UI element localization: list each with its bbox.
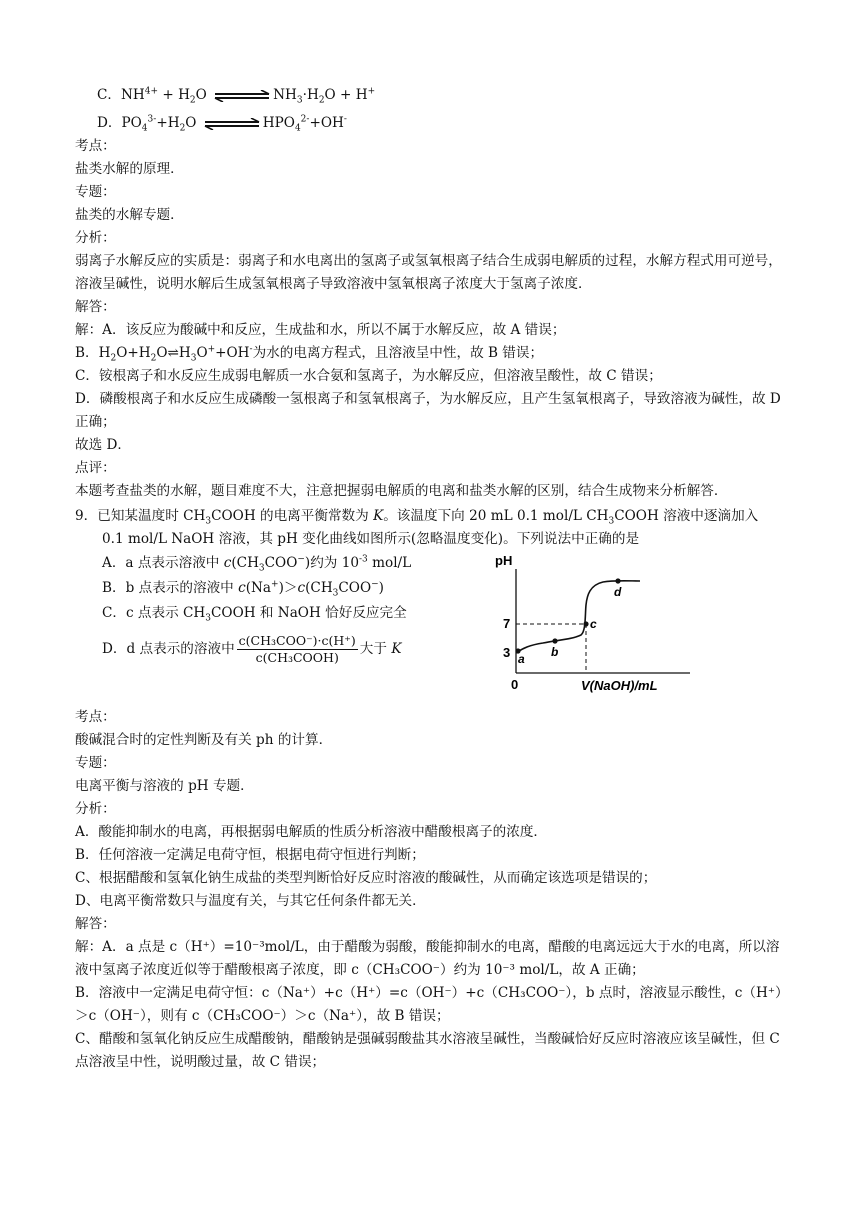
q9-options <box>102 551 462 668</box>
q8-zhuanti-label: 专题： <box>75 184 116 200</box>
q8-option-d: D．$PO_4^{3-}+H_2O$ $HPO_4^{2-}+OH^-$ <box>97 114 347 134</box>
q9-stem-line1: 9．已知某温度时 $CH_3COOH$ 的电离平衡常数为 K。该温度下向 20 mL 0.1 mol/L $CH_3COOH$ 溶液中逐滴加入 <box>75 508 759 527</box>
x-axis-label: V(NaOH)/mL <box>581 678 658 693</box>
q8-fenxi-label: 分析： <box>75 230 116 246</box>
q8-answer-b: B．$H_2O+H_2O\rightleftharpoons H_3O^++OH^-$为水的电离方程式，且溶液呈中性，故 B 错误； <box>75 344 544 364</box>
point-b-label: b <box>551 645 559 659</box>
y-axis-label: pH <box>495 553 513 568</box>
q9-jieda-a: 解：A．a 点是 c（H⁺）=10⁻³mol/L，由于醋酸为弱酸，酸能抑制水的电离，醋酸的电离远远大于水的电离，所以溶液中氢离子浓度近似等于醋酸根离子浓度，即 c（CH₃COO⁻）约为 10⁻³ mol/L，故 A 正确； <box>75 939 780 978</box>
document-page <box>75 84 790 1074</box>
q9-stem-line2: 0.1 mol/L NaOH 溶液，其 pH 变化曲线如图所示(忽略温度变化)。下列说法中正确的是 <box>102 531 640 547</box>
q9-zhuanti-label: 专题： <box>75 755 116 771</box>
q9-fenxi-d: D、电离平衡常数只与温度有关，与其它任何条件都无关． <box>75 893 426 909</box>
y-tick-3: 3 <box>503 645 511 660</box>
origin-label: 0 <box>511 677 519 692</box>
q8-answer-a: 解：A．该反应为酸碱中和反应，生成盐和水，所以不属于水解反应，故 A 错误； <box>75 322 566 338</box>
point-c-label: c <box>590 617 597 631</box>
point-d-label: d <box>614 585 622 599</box>
q8-choice: 故选 D． <box>75 437 132 453</box>
q9-jieda-label: 解答： <box>75 916 116 932</box>
ph-titration-chart <box>485 549 695 694</box>
q9-option-b: B．b 点表示的溶液中 $c(Na^+)>c(CH_3COO^-)$ <box>102 579 384 599</box>
q8-answer-d: D．磷酸根离子和水反应生成磷酸一氢根离子和氢氧根离子，为水解反应，且产生氢氧根离子，导致溶液为碱性，故 D 正确； <box>75 391 781 430</box>
q8-kaodian: 盐类水解的原理． <box>75 161 184 177</box>
q9-jieda-c: C、醋酸和氢氧化钠反应生成醋酸钠，醋酸钠是强碱弱酸盐其水溶液呈碱性，当酸碱恰好反应时溶液应该呈碱性，但 C 点溶液呈中性，说明酸过量，故 C 错误； <box>75 1031 780 1070</box>
reversible-arrow-icon <box>203 118 261 130</box>
q9-fenxi-c: C、根据醋酸和氢氧化钠生成盐的类型判断恰好反应时溶液的酸碱性，从而确定该选项是错误的； <box>75 870 657 886</box>
q9-fenxi-label: 分析： <box>75 801 116 817</box>
q9-jieda-b: B．溶液中一定满足电荷守恒：c（Na⁺）+c（H⁺）=c（OH⁻）+c（CH₃COO⁻），b 点时，溶液显示酸性，c（H⁺）＞c（OH⁻），则有 c（CH₃COO⁻）＞c（Na⁺），故 B 错误； <box>75 985 789 1024</box>
fraction: $\frac{\text{c(CH₃COO⁻)·c(H⁺)}}{\text{c(CH₃COOH)}}$ <box>238 633 356 665</box>
q9-option-a: A．a 点表示溶液中 $c(CH_3COO^-)$约为 $10^{-3}$ mol/L <box>102 554 412 574</box>
q8-dianping-label: 点评： <box>75 460 116 476</box>
q8-option-c: C．$NH^{4+} + H_2O$ $NH_3\cdot H_2O + H^+$ <box>97 86 376 106</box>
q8-dianping: 本题考查盐类的水解，题目难度不大，注意把握弱电解质的电离和盐类水解的区别，结合生成物来分析解答． <box>75 483 728 499</box>
q9-fenxi-a: A．酸能抑制水的电离，再根据弱电解质的性质分析溶液中醋酸根离子的浓度． <box>75 824 548 840</box>
point-b <box>552 638 557 643</box>
q8-answer-c: C．铵根离子和水反应生成弱电解质一水合氨和氢离子，为水解反应，但溶液呈酸性，故 C 错误； <box>75 368 662 384</box>
y-tick-7: 7 <box>503 616 511 631</box>
q8-jieda-label: 解答： <box>75 299 116 315</box>
q8-zhuanti: 盐类的水解专题． <box>75 207 184 223</box>
q9-zhuanti: 电离平衡与溶液的 pH 专题． <box>75 778 254 794</box>
q9-option-d: D．d 点表示的溶液中 $\frac{\text{c(CH₃COO⁻)·c(H⁺)}}{\text{c(CH₃COOH)}}$ 大于 K <box>102 633 402 665</box>
q9-options-and-figure <box>75 551 790 706</box>
point-d <box>615 578 620 583</box>
q8-fenxi: 弱离子水解反应的实质是：弱离子和水电离出的氢离子或氢氧根离子结合生成弱电解质的过程，水解方程式用可逆号，溶液呈碱性，说明水解后生成氢氧根离子导致溶液中氢氧根离子浓度大于氢离子浓度． <box>75 253 782 292</box>
q9-fenxi-b: B．任何溶液一定满足电荷守恒，根据电荷守恒进行判断； <box>75 847 425 863</box>
point-c <box>583 621 588 626</box>
q9-kaodian-label: 考点： <box>75 709 116 725</box>
q9-option-c: C．c 点表示 $CH_3COOH$ 和 NaOH 恰好反应完全 <box>102 605 407 624</box>
point-a-label: a <box>518 652 525 666</box>
ph-curve <box>516 581 640 653</box>
reversible-arrow-icon <box>213 90 271 102</box>
q9-kaodian: 酸碱混合时的定性判断及有关 ph 的计算． <box>75 732 333 748</box>
q8-kaodian-label: 考点： <box>75 138 116 154</box>
